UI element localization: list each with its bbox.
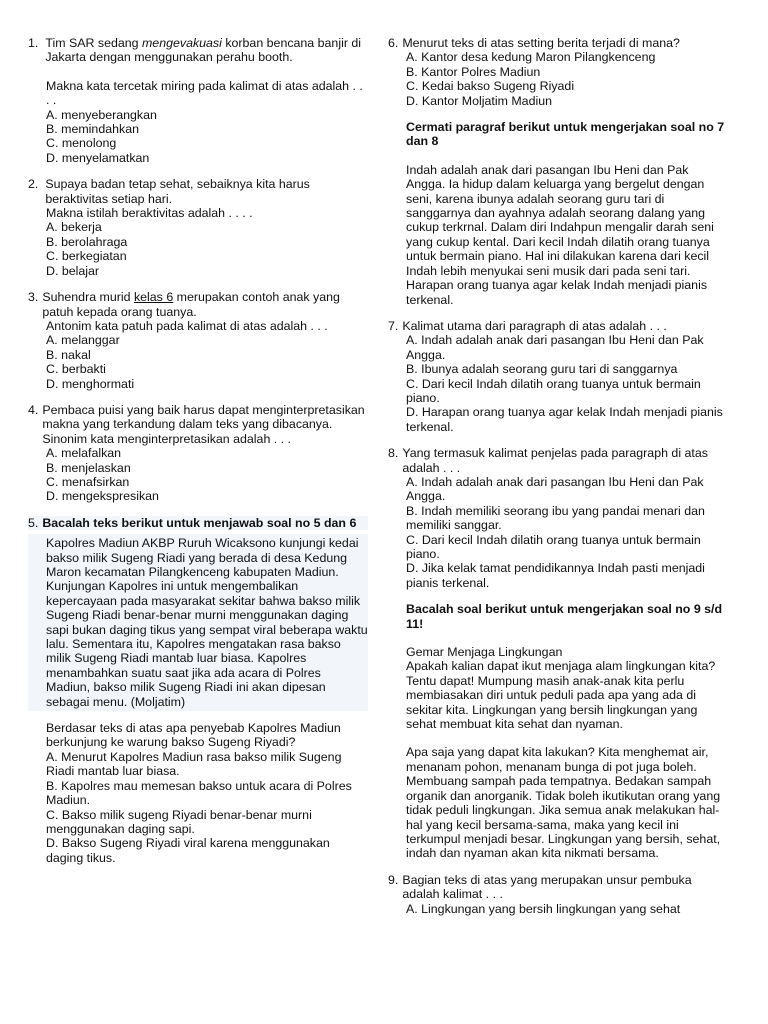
question-stem: Bagian teks di atas yang merupakan unsur pembuka adalah kalimat . . .	[402, 872, 692, 902]
question-3	[28, 290, 368, 391]
option-d: D. Jika kelak tamat pendidikannya Indah pasti menjadi pianis terkenal.	[406, 561, 705, 590]
question-number: 2.	[28, 177, 39, 192]
question-5	[28, 516, 368, 865]
passage-paragraph-1: Apakah kalian dapat ikut menjaga alam lingkungan kita? Tentu dapat! Mumpung masih anak-anak kita perlu membiasakan diri untuk peduli pada apa yang ada di sekitar kita. Lingkungan yang bersih lingkungan yang sehat membuat kita sehat dan nyaman.	[406, 659, 716, 732]
option-c: C. Dari kecil Indah dilatih orang tuanya untuk bermain piano.	[406, 532, 701, 561]
question-stem: merupakan contoh anak yang patuh kepada orang tuanya.	[42, 290, 340, 319]
option-d: D. Kantor Moljatim Madiun	[406, 93, 552, 108]
option-b: B. menjelaskan	[46, 460, 131, 475]
passage-paragraph-2: Apa saja yang dapat kita lakukan? Kita menghemat air, menanam pohon, menanam bunga di pot juga boleh. Membuang sampah pada tempatnya. Bedakan sampah organik dan anorganik. Tidak boleh ikutikutan orang yang tidak peduli lingkungan. Jika semua anak melakukan hal-hal yang kecil bersama-sama, maka yang kecil ini terkumpul menjadi besar. Lingkungan yang bersih, sehat, indah dan nyaman akan kita nikmati bersama.	[406, 745, 721, 861]
news-passage	[28, 534, 368, 711]
question-7	[388, 319, 730, 434]
instruction-7-8: Cermati paragraf berikut untuk mengerjakan soal no 7 dan 8	[406, 120, 725, 149]
question-number: 9.	[388, 872, 399, 887]
question-prompt: Berdasar teks di atas apa penyebab Kapolres Madiun berkunjung ke warung bakso Sugeng Riyadi?	[46, 721, 341, 750]
option-b: B. nakal	[46, 347, 91, 362]
option-a: A. Kantor desa kedung Maron Pilangkenceng	[406, 50, 656, 65]
option-c: C. Bakso milik sugeng Riyadi benar-benar murni menggunakan daging sapi.	[46, 807, 312, 836]
instruction-block	[28, 516, 368, 530]
option-c: C. berbakti	[46, 362, 106, 377]
question-stem: Pembaca puisi yang baik harus dapat menginterpretasikan makna yang terkandung dalam teks yang dibacanya. Sinonim kata menginterpretasikan adalah . . .	[42, 402, 365, 446]
question-stem: korban bencana banjir di Jakarta dengan menggunakan perahu booth.	[45, 36, 362, 65]
question-2	[28, 177, 368, 278]
option-a: A. Lingkungan yang bersih lingkungan yang sehat	[406, 901, 681, 916]
question-number: 4.	[28, 402, 39, 417]
option-b: B. Kapolres mau memesan bakso untuk acara di Polres Madiun.	[46, 778, 352, 808]
question-number: 3.	[28, 290, 39, 305]
question-4	[28, 403, 368, 504]
question-prompt: Makna istilah beraktivitas adalah . . . .	[46, 206, 253, 221]
question-stem: Menurut teks di atas setting berita terjadi di mana?	[402, 36, 680, 50]
option-c: C. menolong	[46, 136, 117, 151]
right-column	[388, 36, 730, 928]
option-d: D. mengekspresikan	[46, 489, 159, 504]
question-stem: Yang termasuk kalimat penjelas pada paragraph di atas adalah . . .	[402, 446, 708, 475]
option-b: B. Ibunya adalah seorang guru tari di sanggarnya	[406, 362, 678, 377]
option-b: B. memindahkan	[46, 122, 139, 137]
option-c: C. Kedai bakso Sugeng Riyadi	[406, 79, 575, 94]
question-number: 1.	[28, 36, 39, 50]
passage-text: Kapolres Madiun AKBP Ruruh Wicaksono kunjungi kedai bakso milik Sugeng Riadi yang berada di desa Kedung Maron kecamatan Pilangkenceng kabupaten Madiun. Kunjungan Kapolres ini untuk mengembalikan kepercayaan pada masyarakat sekitar bahwa bakso milik Sugeng Riadi benar-benar murni menggunakan daging sapi bukan daging tikus yang sempat viral beberapa waktu lalu. Sementara itu, Kapolres mengatakan rasa bakso milik Sugeng Riadi mantab luar biasa. Kapolres menambahkan suatu saat jika ada acara di Polres Madiun, bakso milik Sugeng Riadi ini akan dipesan sebagai menu. (Moljatim)	[46, 536, 368, 709]
question-number: 7.	[388, 318, 399, 333]
question-number: 8.	[388, 446, 399, 461]
italic-word: mengevakuasi	[141, 36, 222, 50]
option-c: C. Dari kecil Indah dilatih orang tuanya untuk bermain piano.	[406, 376, 701, 405]
question-stem: Kalimat utama dari paragraph di atas adalah . . .	[402, 318, 667, 333]
question-6	[388, 36, 730, 108]
option-b: B. Indah memiliki seorang ibu yang pandai menari dan memiliki sanggar.	[406, 503, 705, 533]
option-a: A. Menurut Kapolres Madiun rasa bakso milik Sugeng Riadi mantab luar biasa.	[46, 749, 342, 779]
question-number: 5.	[28, 515, 39, 530]
instruction-9-11: Bacalah soal berikut untuk mengerjakan soal no 9 s/d 11!	[406, 602, 723, 631]
instruction-text: Bacalah teks berikut untuk menjawab soal no 5 dan 6	[42, 515, 357, 530]
option-a: A. melafalkan	[46, 446, 122, 461]
question-number: 6.	[388, 36, 399, 50]
option-b: B. Kantor Polres Madiun	[406, 64, 541, 79]
option-c: C. menafsirkan	[46, 474, 130, 489]
option-c: C. berkegiatan	[46, 249, 127, 264]
option-d: D. Harapan orang tuanya agar kelak Indah menjadi pianis terkenal.	[406, 405, 723, 434]
option-d: D. Bakso Sugeng Riyadi viral karena menggunakan daging tikus.	[46, 836, 330, 865]
question-stem: Supaya badan tetap sehat, sebaiknya kita harus beraktivitas setiap hari.	[45, 177, 310, 206]
option-a: A. menyeberangkan	[46, 107, 157, 122]
question-1	[28, 36, 368, 165]
option-d: D. menyelamatkan	[46, 150, 150, 165]
question-prompt: Antonim kata patuh pada kalimat di atas adalah . . .	[46, 318, 328, 333]
option-d: D. belajar	[46, 263, 100, 278]
underlined-phrase: kelas 6	[133, 290, 174, 305]
option-b: B. berolahraga	[46, 234, 128, 249]
question-9	[388, 873, 730, 916]
question-stem: Tim SAR sedang	[45, 36, 142, 50]
question-8	[388, 446, 730, 590]
option-a: A. bekerja	[46, 220, 102, 235]
passage-title: Gemar Menjaga Lingkungan	[406, 645, 563, 660]
passage-indah: Indah adalah anak dari pasangan Ibu Heni dan Pak Angga. Ia hidup dalam keluarga yang bergelut dengan seni, karena ibunya adalah seorang guru tari di sanggarnya dan ayahnya adalah seorang dalang yang cukup terkrnal. Dalam diri Indahpun mengalir darah seni yang cukup kental. Dari kecil Indah dilatih orang tuanya untuk bermain piano. Hal ini dilakukan karena dari kecil Indah lebih menyukai seni musik dari pada seni tari. Harapan orang tuanya agar kelak Indah menjadi pianis terkenal.	[406, 162, 714, 307]
question-stem: Suhendra murid	[42, 290, 134, 305]
option-d: D. menghormati	[46, 376, 135, 391]
option-a: A. Indah adalah anak dari pasangan Ibu Heni dan Pak Angga.	[406, 333, 704, 362]
option-a: A. Indah adalah anak dari pasangan Ibu Heni dan Pak Angga.	[406, 474, 704, 504]
option-a: A. melanggar	[46, 333, 120, 348]
question-prompt: Makna kata tercetak miring pada kalimat di atas adalah . . . .	[46, 78, 363, 108]
left-column	[28, 36, 368, 865]
